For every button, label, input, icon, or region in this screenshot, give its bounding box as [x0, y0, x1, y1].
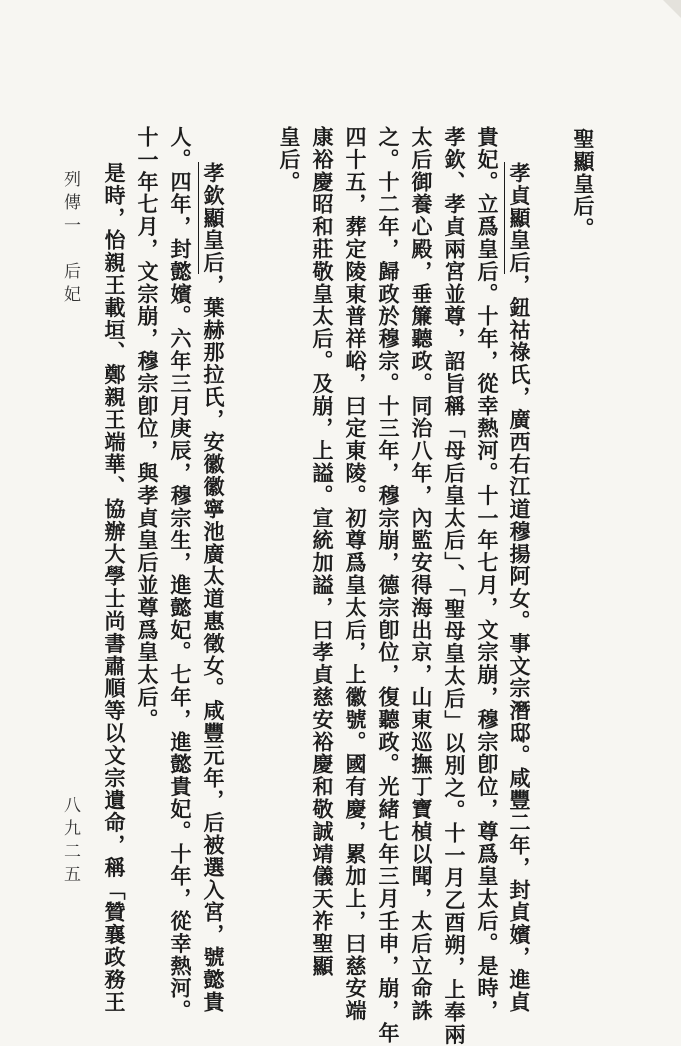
text-segment: 人。四年，封懿嬪。六年三月庚辰，穆宗生，進懿妃。七年，進懿貴妃。十年，從幸熱河。 [168, 126, 193, 1022]
text-segment: 四十五，葬定陵東普祥峪，曰定東陵。初尊爲皇太后，上徽號。國有慶，累加上，曰慈安端 [343, 126, 368, 1022]
text-column [437, 126, 471, 1046]
page-number: 八九二五 [60, 796, 80, 888]
text-segment: 太后御養心殿，垂簾聽政。同治八年，內監安得海出京，山東巡撫丁寶楨以聞，太后立命誅 [409, 126, 434, 1022]
running-title: 列傳一 后妃 [60, 170, 80, 308]
text-segment: 十一年七月，文宗崩，穆宗卽位，與孝貞皇后並尊爲皇太后。 [135, 126, 160, 731]
heading-line: 聖顯皇后。 [571, 128, 596, 240]
text-column [338, 126, 372, 1022]
text-column [163, 126, 197, 1022]
text-column [305, 126, 339, 977]
text-column [371, 126, 405, 1044]
text-segment: 皇后。 [277, 126, 302, 194]
text-column [130, 126, 164, 731]
page-corner-fold [663, 0, 681, 18]
text-column [404, 126, 438, 1022]
text-column [470, 126, 504, 1022]
text-segment: 之。十二年，歸政於穆宗。十三年，穆宗崩，德宗卽位，復聽政。光緒七年三月壬申，崩，年 [376, 126, 401, 1045]
text-segment: 康裕慶昭和莊敬皇太后。及崩，上謚。宣統加謚，曰孝貞慈安裕慶和敬誠靖儀天祚聖顯 [310, 126, 335, 978]
text-segment: ，鈕祜祿氏，廣西右江道穆揚阿女。事文宗潛邸。咸豐二年，封貞嬪，進貞 [507, 274, 532, 1014]
text-segment: 孝欽、孝貞兩宮並尊，詔旨稱「母后皇太后」、「聖母皇太后」以別之。十一月乙酉朔，上奉兩 [442, 126, 467, 1046]
text-segment: ，葉赫那拉氏，安徽徽寧池廣太道惠徵女。咸豐元年，后被選入宮，號懿貴 [201, 274, 226, 1014]
person-name: 孝貞顯皇后 [507, 162, 532, 274]
text-column [502, 162, 536, 1013]
text-segment: 是時，怡親王載垣、鄭親王端華、協辦大學士尚書肅順等以文宗遺命，稱「贊襄政務王 [102, 162, 127, 1014]
person-name: 孝欽顯皇后 [201, 162, 226, 274]
text-column [196, 162, 230, 1013]
text-column [97, 162, 131, 1013]
text-column [272, 126, 306, 193]
text-segment: 貴妃。立爲皇后。十年，從幸熱河。十一年七月，文宗崩，穆宗卽位，尊爲皇太后。是時， [475, 126, 500, 1022]
